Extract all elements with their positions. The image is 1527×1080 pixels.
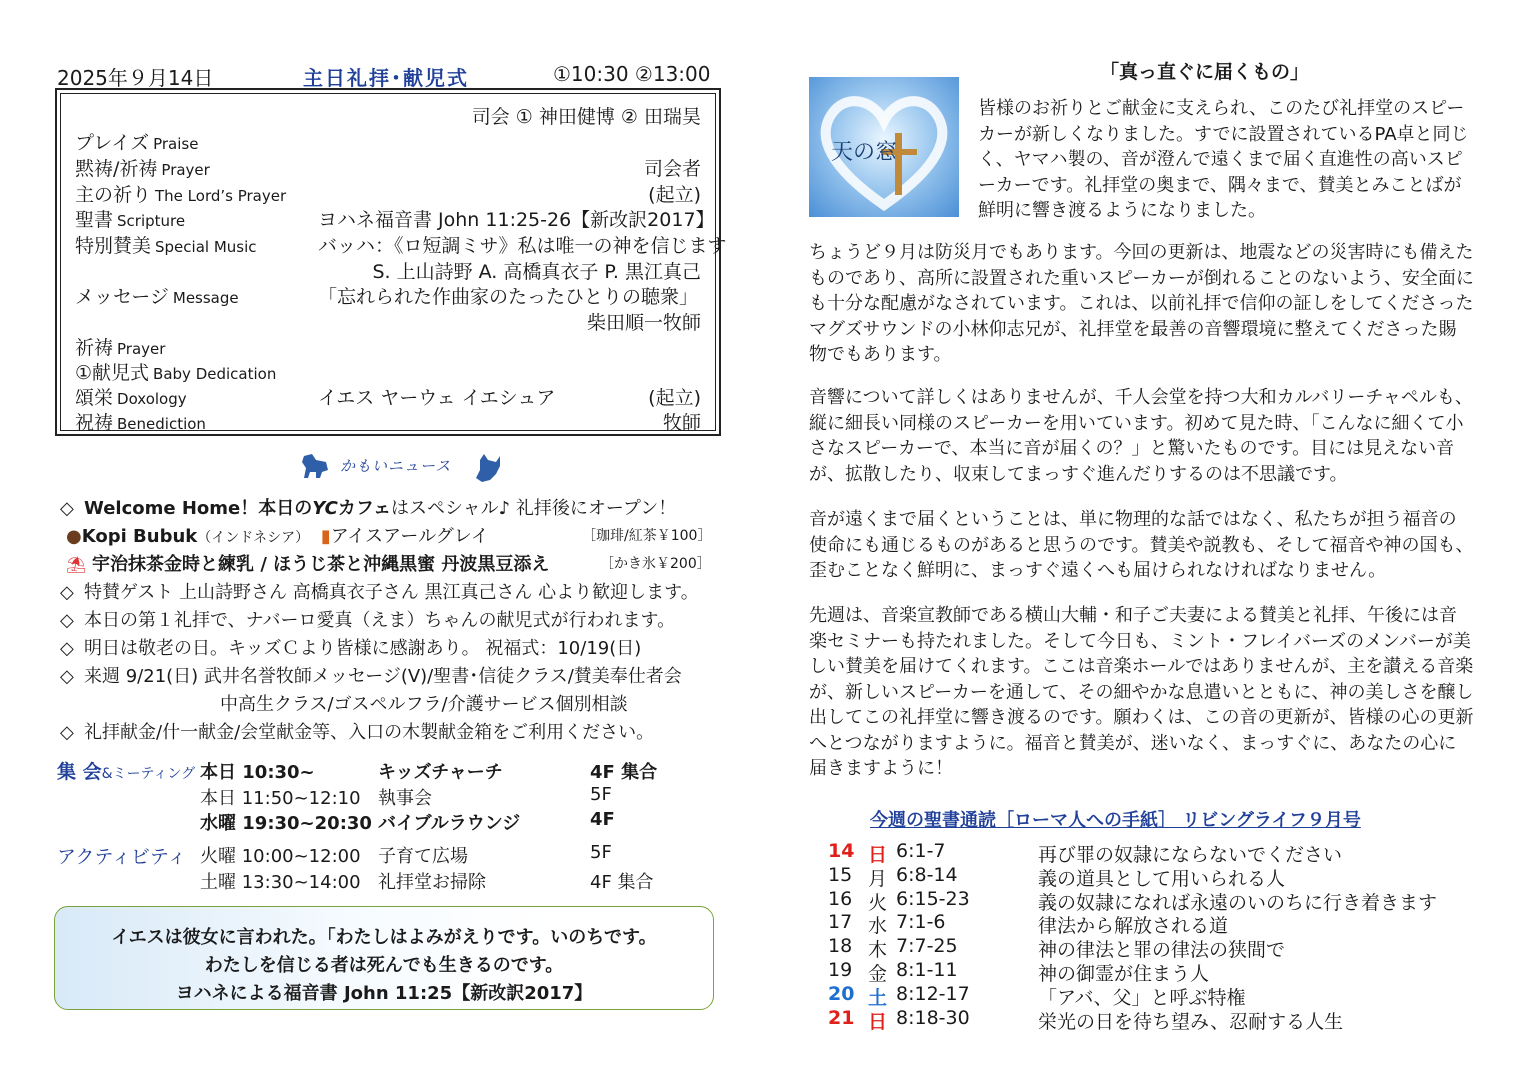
order-item-label: 特別賛美 Special Music (75, 235, 257, 257)
meeting-location: 5F (590, 784, 612, 805)
reading-day: 21 (828, 1006, 855, 1029)
reading-reference: 7:1-6 (896, 911, 946, 934)
order-row (75, 333, 701, 359)
reading-day: 20 (828, 982, 855, 1005)
meeting-location: 4F 集合 (590, 762, 658, 783)
reading-reference: 6:1-7 (896, 840, 946, 862)
meetings-label: 集 会&ミーティング (57, 761, 196, 783)
verse-reference: ヨハネによる福音書 John 11:25【新改訳2017】 (175, 983, 593, 1004)
news-item: ◇ 特賛ゲスト 上山詩野さん 高橋真衣子さん 黒江真己さん 心より歓迎します。 (60, 582, 699, 603)
order-item-label: ①献児式 Baby Dedication (75, 362, 277, 384)
dog-icon (298, 450, 332, 482)
reading-title: 栄光の日を待ち望み、忍耐する人生 (1038, 1010, 1344, 1033)
drink-price: ［珈琲/紅茶￥100］ (582, 528, 712, 544)
meeting-location: 4F 集合 (590, 872, 654, 893)
order-row (75, 180, 701, 206)
essay-paragraph-2: ちょうど９月は防災月でもあります。今回の更新は、地震などの災害時にも備えたものであり、高所に設置された重いスピーカーが倒れることのないよう、安全面にも十分な配慮がなされています。これは、以前礼拝で信仰の証しをしてくださったマグズサウンドの小林仰志兄が、礼拝堂を最善の音響環境に整えてくださった賜物でもあります。 (809, 242, 1474, 365)
news-item: ◇ 礼拝献金/什一献金/会堂献金等、入口の木製献金箱をご利用ください。 (60, 722, 655, 743)
meeting-location: 4F (590, 809, 615, 830)
order-item-detail: イエス ヤーウェ イエシュア (318, 387, 556, 409)
reading-weekday: 水 (868, 915, 888, 938)
order-item-leader: 柴田順一牧師 (586, 312, 701, 334)
order-item-leader: (起立) (648, 387, 701, 409)
news-drinks: ●Kopi Bubuk（インドネシア） ▮アイスアールグレイ (66, 526, 489, 547)
order-item-label: 黙祷/祈祷 Prayer (75, 158, 210, 180)
news-shaved-ice: ⛱ 宇治抹茶金時と練乳 / ほうじ茶と沖縄黒蜜 丹波黒豆添え (66, 554, 550, 575)
order-item-leader: S. 上山詩野 A. 高橋真衣子 P. 黒江真己 (372, 261, 701, 283)
essay-paragraph-4: 音が遠くまで届くということは、単に物理的な話ではなく、私たちが担う福音の使命にも通じるものがあると思うのです。賛美や説教も、そして福音や神の国も、歪むことなく鮮明に、まっすぐ遠くへも届けられなければなりません。 (809, 509, 1474, 581)
reading-day: 19 (828, 959, 853, 981)
order-row (75, 308, 701, 334)
reading-reference: 8:1-11 (896, 959, 958, 981)
image-caption: 天の窓 (831, 140, 898, 165)
order-item-label: 祝祷 Benediction (75, 412, 206, 434)
news-item: ◇ 本日の第１礼拝で、ナバーロ愛真（えま）ちゃんの献児式が行われます。 (60, 610, 676, 631)
service-date: 2025年９月14日 (57, 66, 214, 90)
reading-title: 義の道具として用いられる人 (1038, 867, 1286, 890)
shaved-ice-icon: ⛱ (66, 555, 87, 574)
reading-weekday: 金 (868, 963, 888, 985)
order-item-label: 祈祷 Prayer (75, 337, 166, 359)
meeting-name: バイブルラウンジ (378, 813, 521, 834)
order-item-label: 聖書 Scripture (75, 209, 186, 231)
order-item-detail: バッハ：《ロ短調ミサ》私は唯一の神を信じます (318, 235, 727, 257)
order-of-service-box (55, 88, 727, 436)
scripture-verse-box (54, 906, 714, 1010)
service-times: ①10:30 ②13:00 (553, 62, 711, 86)
news-item: ◇ 明日は敬老の日。キッズＣより皆様に感謝あり。 祝福式：10/19(日) (60, 638, 642, 659)
reading-reference: 6:8-14 (896, 863, 958, 886)
reading-title: 「アバ、父」と呼ぶ特権 (1038, 986, 1246, 1009)
reading-reference: 8:12-17 (896, 982, 970, 1005)
essay-title: 「真っ直ぐに届くもの」 (1100, 61, 1310, 83)
news-cafe: ◇ Welcome Home！本日のYCカフェはスペシャル♪ 礼拝後にオープン！ (60, 498, 677, 519)
order-item-leader: (起立) (648, 184, 701, 206)
essay-paragraph-3: 音響について詳しくはありませんが、千人会堂を持つ大和カルバリーチャペルも、縦に細長い同様のスピーカーを用いています。初めて見た時、「こんなに細くて小さなスピーカーで、本当に音が届くの？」と驚いたものです。目には見えない音が、拡散したり、収束してまっすぐ進んだりするのは不思議です。 (809, 387, 1473, 485)
order-item-detail: 「忘れられた作曲家のたったひとりの聴衆」 (318, 286, 699, 308)
verse-line-1: イエスは彼女に言われた。「わたしはよみがえりです。いのちです。 (111, 927, 657, 948)
activities-label: アクティビティ (57, 846, 187, 868)
order-row (75, 231, 727, 257)
ice-price: ［かき氷￥200］ (600, 556, 711, 572)
meeting-time: 土曜 13:30~14:00 (200, 872, 361, 893)
bible-reading-title: 今週の聖書通読［ローマ人への手紙］ リビングライフ９月号 (870, 810, 1361, 831)
news-title: かもいニュース (340, 457, 452, 475)
order-row (75, 408, 701, 434)
cat-icon (470, 452, 504, 484)
moderator: 司会 ① 神田健博 ② 田瑞昊 (471, 106, 701, 128)
reading-weekday: 火 (868, 891, 888, 914)
reading-weekday: 土 (868, 986, 888, 1009)
meeting-time: 水曜 19:30~20:30 (200, 813, 372, 834)
order-item-leader: 牧師 (662, 412, 701, 434)
order-row (75, 383, 701, 409)
verse-line-2: わたしを信じる者は死んでも生きるのです。 (204, 955, 564, 976)
reading-day: 14 (828, 840, 855, 862)
reading-weekday: 木 (868, 939, 888, 962)
essay-paragraph-5: 先週は、音楽宣教師である横山大輔・和子ご夫妻による賛美と礼拝、午後には音楽セミナーも持たれました。そして今日も、ミント・フレイバーズのメンバーが美しい賛美を届けてくれます。ここは音楽ホールではありませんが、主を讃える音楽が、新しいスピーカーを通して、その細やかな息遣いとともに、神の美しさを醸し出してこの礼拝堂に響き渡るのです。願わくは、この音の更新が、皆様の心の更新へとつながりますように。福音と賛美が、迷いなく、まっすぐに、あなたの心に届きますように！ (809, 605, 1474, 779)
meeting-location: 5F (590, 842, 612, 863)
reading-day: 18 (828, 935, 853, 958)
order-item-label: メッセージ Message (75, 286, 239, 308)
reading-day: 15 (828, 863, 853, 886)
order-item-label (75, 257, 79, 279)
order-row (75, 257, 701, 283)
meeting-name: 礼拝堂お掃除 (378, 872, 486, 893)
order-item-leader: 司会者 (643, 158, 701, 180)
reading-weekday: 日 (868, 844, 888, 866)
order-row (75, 154, 701, 180)
order-item-label: 主の祈り The Lord’s Prayer (75, 184, 287, 206)
order-row (75, 282, 701, 308)
meeting-time: 本日 11:50~12:10 (200, 788, 361, 809)
reading-weekday: 月 (868, 867, 888, 890)
news-item: ◇ 来週 9/21(日) 武井名誉牧師メッセージ(Ⅴ)/聖書･信徒クラス/賛美奉仕者会 (60, 666, 682, 687)
meeting-name: 執事会 (378, 788, 432, 809)
order-item-label (75, 308, 79, 330)
meeting-name: キッズチャーチ (378, 762, 503, 783)
order-item-detail: ヨハネ福音書 John 11:25-26【新改訳2017】 (318, 209, 715, 231)
reading-day: 17 (828, 911, 853, 934)
reading-reference: 6:15-23 (896, 887, 970, 910)
reading-reference: 7:7-25 (896, 935, 958, 958)
meeting-time: 本日 10:30~ (200, 762, 315, 783)
reading-day: 16 (828, 887, 853, 910)
meeting-name: 子育て広場 (378, 846, 468, 867)
news-item: 中高生クラス/ゴスペルフラ/介護サービス個別相談 (220, 694, 628, 715)
order-item-label: 頌栄 Doxology (75, 387, 187, 409)
order-item-label: プレイズ Praise (75, 132, 199, 154)
order-row (75, 358, 701, 384)
heaven-window-image (809, 77, 959, 217)
tea-icon: ▮ (320, 526, 331, 547)
reading-title: 義の奴隷になれば永遠のいのちに行き着きます (1038, 891, 1438, 914)
coffee-icon: ● (66, 526, 82, 547)
reading-title: 神の律法と罪の律法の狭間で (1038, 939, 1286, 962)
reading-title: 律法から解放される道 (1038, 915, 1229, 938)
reading-weekday: 日 (868, 1010, 888, 1033)
essay-paragraph-1: 皆様のお祈りとご献金に支えられ、このたび礼拝堂のスピーカーが新しくなりました。すでに設置されているPA卓と同じく、ヤマハ製の、音が澄んで遠くまで届く直進性の高いスピーカーです。礼拝堂の奥まで、隅々まで、賛美とみことばが鮮明に響き渡るようになりました。 (978, 98, 1469, 221)
reading-reference: 8:18-30 (896, 1006, 970, 1029)
order-row (75, 205, 715, 231)
order-row (75, 128, 701, 154)
reading-title: 再び罪の奴隷にならないでください (1038, 844, 1343, 866)
meeting-time: 火曜 10:00~12:00 (200, 846, 361, 867)
service-title: 主日礼拝･献児式 (303, 66, 469, 90)
reading-title: 神の御霊が住まう人 (1038, 963, 1210, 985)
